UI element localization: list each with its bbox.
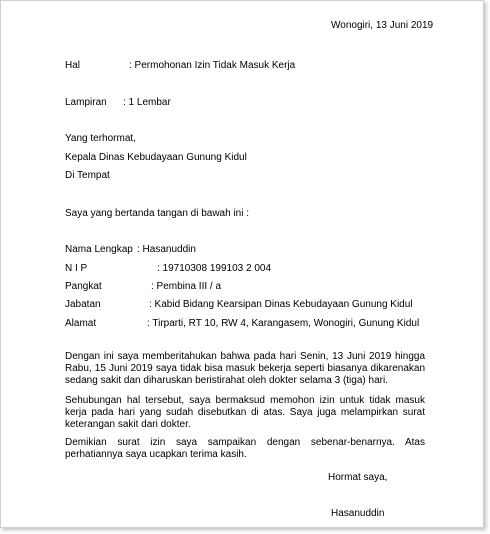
- identity-value-name: : Hasanuddin: [137, 244, 196, 255]
- identity-value-rank: : Pembina III / a: [151, 281, 222, 292]
- body-paragraph-1: Dengan ini saya memberitahukan bahwa pada hari Senin, 13 Juni 2019 hingga Rabu, 15 Juni 2019 saya tidak bisa masuk bekerja seperti biasanya dikarenakan sedang sakit dan diharuskan beristirahat oleh dokter selama 3 (tiga) hari.: [65, 351, 425, 386]
- subject-label: Hal: [65, 60, 81, 71]
- signature-name: Hasanuddin: [331, 508, 385, 519]
- identity-value-position: : Kabid Bidang Kearsipan Dinas Kebudayaan Gunung Kidul: [149, 299, 413, 310]
- recipient-greeting: Yang terhormat,: [65, 133, 136, 144]
- attachment-label: Lampiran: [65, 97, 107, 108]
- identity-label-name: Nama Lengkap: [65, 244, 133, 255]
- intro-text: Saya yang bertanda tangan di bawah ini :: [65, 208, 250, 219]
- body-paragraph-2: Sehubungan hal tersebut, saya bermaksud memohon izin untuk tidak masuk kerja pada hari yang sudah disebutkan di atas. Saya juga melampirkan surat keterangan sakit dari dokter.: [65, 395, 425, 430]
- closing-salutation: Hormat saya,: [328, 472, 388, 483]
- subject-value: : Permohonan Izin Tidak Masuk Kerja: [129, 60, 296, 71]
- recipient-place: Di Tempat: [65, 170, 110, 181]
- body-paragraph-3: Demikian surat izin saya sampaikan dengan sebenar-benarnya. Atas perhatiannya saya ucapkan terima kasih.: [65, 437, 425, 460]
- place-date: Wonogiri, 13 Juni 2019: [331, 20, 434, 31]
- identity-label-rank: Pangkat: [65, 281, 102, 292]
- identity-label-nip: N I P: [65, 263, 88, 274]
- recipient-title: Kepala Dinas Kebudayaan Gunung Kidul: [65, 152, 247, 163]
- identity-value-nip: : 19710308 199103 2 004: [157, 263, 271, 274]
- identity-label-position: Jabatan: [65, 299, 101, 310]
- identity-label-address: Alamat: [65, 318, 97, 329]
- identity-value-address: : Tirparti, RT 10, RW 4, Karangasem, Wonogiri, Gunung Kidul: [147, 318, 420, 329]
- attachment-value: : 1 Lembar: [123, 97, 171, 108]
